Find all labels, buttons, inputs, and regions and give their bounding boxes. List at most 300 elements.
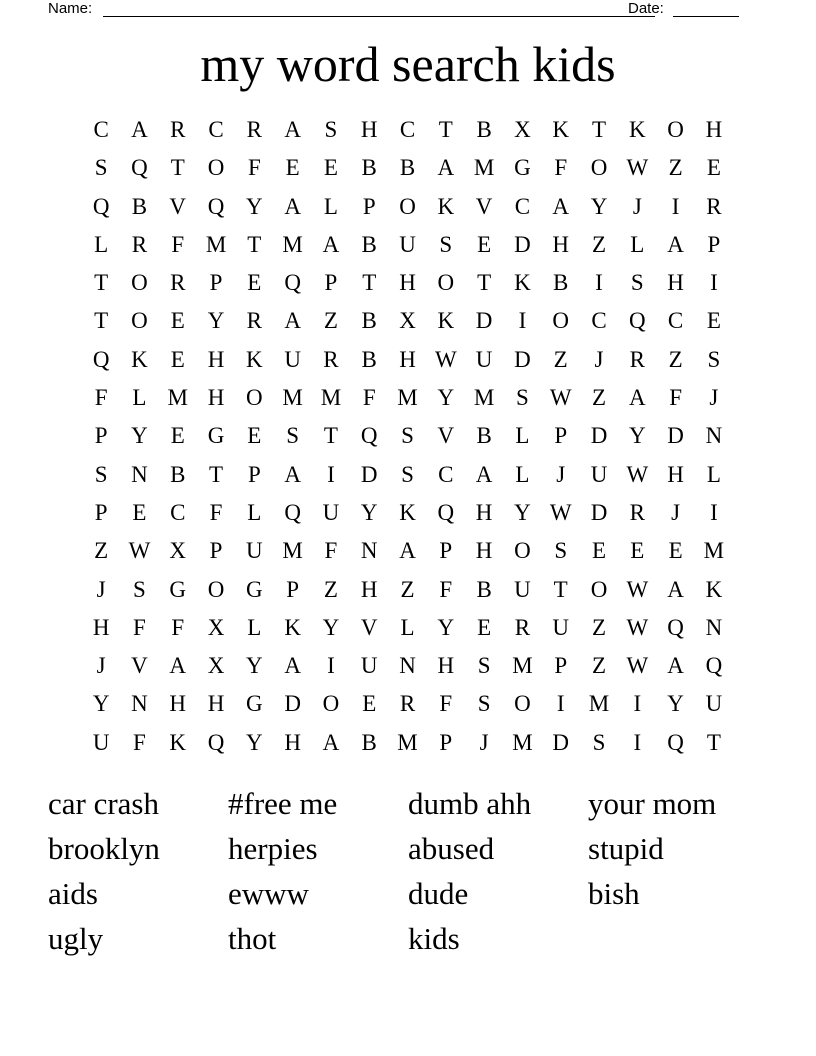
grid-letter[interactable]: P [209,270,223,296]
grid-letter[interactable]: Q [207,193,225,219]
grid-letter[interactable]: B [361,346,377,372]
grid-letter[interactable]: T [553,576,568,602]
grid-letter[interactable]: T [323,423,338,449]
grid-letter[interactable]: U [92,729,110,755]
grid-letter[interactable]: L [247,614,262,640]
grid-letter[interactable]: H [207,385,225,411]
grid-letter[interactable]: K [399,499,416,525]
grid-letter[interactable]: O [207,155,225,181]
grid-letter[interactable]: R [514,614,531,640]
grid-letter[interactable]: A [169,653,187,679]
grid-letter[interactable]: P [362,193,376,219]
grid-letter[interactable]: M [205,231,227,257]
grid-letter[interactable]: Y [92,691,110,717]
grid-letter[interactable]: U [360,653,378,679]
grid-letter[interactable]: D [284,691,301,717]
grid-letter[interactable]: C [591,308,607,334]
grid-letter[interactable]: O [514,691,531,717]
grid-letter[interactable]: S [401,423,414,449]
grid-letter[interactable]: C [667,308,684,334]
grid-letter[interactable]: H [475,499,493,525]
grid-letter[interactable]: V [169,193,187,219]
grid-letter[interactable]: Q [705,653,723,679]
grid-letter[interactable]: O [437,270,455,296]
grid-letter[interactable]: Z [591,231,607,257]
grid-letter[interactable]: J [671,499,681,525]
grid-letter[interactable]: B [170,461,186,487]
grid-letter[interactable]: O [207,576,225,602]
grid-letter[interactable]: R [629,346,645,372]
grid-letter[interactable]: R [323,346,339,372]
grid-letter[interactable]: Y [628,423,646,449]
grid-letter[interactable]: P [439,729,453,755]
name-blank-line[interactable] [103,16,655,17]
grid-letter[interactable]: S [286,423,300,449]
grid-letter[interactable]: E [247,270,262,296]
grid-letter[interactable]: B [476,117,492,142]
grid-letter[interactable]: Y [514,499,531,525]
grid-letter[interactable]: O [590,576,608,602]
grid-letter[interactable]: R [131,231,148,257]
grid-letter[interactable]: L [132,385,147,411]
grid-letter[interactable]: V [475,193,493,219]
grid-letter[interactable]: G [514,155,531,181]
grid-letter[interactable]: W [549,385,572,411]
grid-letter[interactable]: F [362,385,376,411]
grid-letter[interactable]: E [706,155,721,181]
grid-letter[interactable]: S [630,270,644,296]
grid-letter[interactable]: C [399,117,416,142]
grid-letter[interactable]: E [170,308,185,334]
grid-letter[interactable]: A [667,231,684,257]
grid-letter[interactable]: O [131,308,148,334]
grid-letter[interactable]: T [477,270,492,296]
grid-letter[interactable]: M [320,385,342,411]
grid-letter[interactable]: J [479,729,489,755]
grid-letter[interactable]: Z [668,155,683,181]
grid-letter[interactable]: E [362,691,377,717]
grid-letter[interactable]: E [477,231,492,257]
grid-letter[interactable]: A [284,308,301,334]
grid-letter[interactable]: T [94,270,109,296]
grid-letter[interactable]: A [284,193,301,219]
grid-letter[interactable]: M [282,231,303,257]
grid-letter[interactable]: Z [94,538,109,564]
grid-letter[interactable]: U [514,576,531,602]
grid-letter[interactable]: W [626,614,649,640]
grid-letter[interactable]: K [246,346,263,372]
grid-letter[interactable]: G [169,576,187,602]
grid-letter[interactable]: K [628,117,646,142]
word-list-item: thot [228,921,277,956]
grid-letter[interactable]: T [94,308,109,334]
grid-letter[interactable]: F [94,385,108,411]
grid-letter[interactable]: Z [591,385,607,411]
grid-letter[interactable]: Z [553,346,568,372]
grid-letter[interactable]: U [705,691,723,717]
grid-letter[interactable]: R [706,193,722,219]
grid-letter[interactable]: M [473,385,495,411]
grid-letter[interactable]: D [590,423,608,449]
grid-letter[interactable]: F [669,385,682,411]
grid-letter[interactable]: I [556,691,565,717]
grid-letter[interactable]: N [360,538,378,564]
grid-letter[interactable]: P [286,576,300,602]
grid-letter[interactable]: L [706,461,721,487]
word-list-item: kids [408,921,460,956]
grid-letter[interactable]: Y [246,193,263,219]
grid-letter[interactable]: G [246,691,263,717]
grid-letter[interactable]: C [438,461,454,487]
grid-letter[interactable]: A [322,231,340,257]
grid-letter[interactable]: R [399,691,416,717]
grid-letter[interactable]: F [209,499,223,525]
grid-letter[interactable]: H [284,729,301,755]
grid-letter[interactable]: Q [360,423,378,449]
grid-letter[interactable]: Z [323,308,338,334]
grid-letter[interactable]: B [361,729,377,755]
grid-letter[interactable]: W [549,499,572,525]
grid-letter[interactable]: M [397,385,418,411]
grid-letter[interactable]: S [401,461,414,487]
grid-letter[interactable]: H [667,270,684,296]
grid-letter[interactable]: S [516,385,529,411]
grid-letter[interactable]: Y [207,308,225,334]
grid-letter[interactable]: F [171,614,185,640]
grid-letter[interactable]: O [399,193,416,219]
grid-letter[interactable]: H [437,653,455,679]
grid-letter[interactable]: A [552,193,570,219]
grid-letter[interactable]: A [399,538,416,564]
grid-letter[interactable]: U [590,461,608,487]
grid-letter[interactable]: Y [590,193,608,219]
grid-letter[interactable]: F [439,691,453,717]
grid-letter[interactable]: D [514,231,531,257]
grid-letter[interactable]: E [247,423,262,449]
grid-letter[interactable]: D [475,308,493,334]
grid-letter[interactable]: Q [207,729,225,755]
grid-letter[interactable]: K [437,308,455,334]
grid-letter[interactable]: J [96,653,106,679]
grid-letter[interactable]: D [514,346,531,372]
grid-letter[interactable]: G [207,423,225,449]
grid-letter[interactable]: F [133,614,146,640]
grid-letter[interactable]: S [324,117,338,142]
grid-letter[interactable]: O [322,691,340,717]
grid-letter[interactable]: F [247,155,261,181]
grid-letter[interactable]: S [439,231,453,257]
grid-letter[interactable]: N [705,423,723,449]
grid-letter[interactable]: K [284,614,301,640]
grid-letter[interactable]: B [131,193,148,219]
grid-letter[interactable]: L [515,461,530,487]
grid-letter[interactable]: C [514,193,531,219]
grid-letter[interactable]: Z [591,653,607,679]
grid-letter[interactable]: N [131,691,148,717]
grid-letter[interactable]: M [397,729,418,755]
grid-letter[interactable]: E [591,538,607,564]
grid-letter[interactable]: L [323,193,338,219]
grid-row [82,264,733,302]
grid-letter[interactable]: I [710,270,718,296]
word-list-item: ewww [228,876,309,911]
grid-letter[interactable]: Z [400,576,415,602]
grid-letter[interactable]: W [128,538,151,564]
grid-letter[interactable]: N [131,461,148,487]
date-label: Date: [628,0,664,17]
grid-letter[interactable]: F [133,729,146,755]
grid-letter[interactable]: X [514,117,531,142]
grid-letter[interactable]: R [246,117,262,142]
grid-letter[interactable]: H [667,461,684,487]
grid-letter[interactable]: V [131,653,148,679]
grid-letter[interactable]: Y [437,614,455,640]
grid-letter[interactable]: S [554,538,568,564]
grid-letter[interactable]: T [438,117,453,142]
grid-letter[interactable]: I [633,691,642,717]
grid-letter[interactable]: H [399,346,416,372]
grid-letter[interactable]: R [246,308,262,334]
grid-letter[interactable]: A [284,117,301,142]
grid-letter[interactable]: S [477,691,491,717]
date-blank-line[interactable] [673,16,739,17]
grid-letter[interactable]: Q [92,346,110,372]
grid-letter[interactable]: T [170,155,185,181]
grid-letter[interactable]: S [94,155,108,181]
grid-letter[interactable]: P [439,538,453,564]
grid-letter[interactable]: X [399,308,416,334]
grid-letter[interactable]: V [437,423,455,449]
grid-letter[interactable]: H [92,614,110,640]
grid-letter[interactable]: O [590,155,608,181]
grid-letter[interactable]: S [477,653,491,679]
grid-letter[interactable]: Q [284,499,301,525]
grid-letter[interactable]: H [475,538,493,564]
grid-letter[interactable]: J [709,385,719,411]
grid-letter[interactable]: S [707,346,721,372]
grid-letter[interactable]: M [703,538,725,564]
grid-letter[interactable]: O [246,385,263,411]
grid-letter[interactable]: E [132,499,147,525]
grid-letter[interactable]: Y [360,499,378,525]
grid-letter[interactable]: F [324,538,338,564]
grid-letter[interactable]: Q [628,308,646,334]
grid-letter[interactable]: O [131,270,148,296]
grid-letter[interactable]: P [209,538,223,564]
grid-letter[interactable]: P [94,423,108,449]
grid-letter[interactable]: B [399,155,416,181]
grid-letter[interactable]: Q [667,614,684,640]
grid-letter[interactable]: Y [246,653,263,679]
grid-letter[interactable]: B [361,155,377,181]
grid-letter[interactable]: A [475,461,493,487]
grid-letter[interactable]: H [705,117,723,142]
grid-letter[interactable]: A [131,117,148,142]
grid-letter[interactable]: L [515,423,530,449]
grid-letter[interactable]: Z [591,614,607,640]
grid-letter[interactable]: I [327,461,335,487]
grid-letter[interactable]: I [710,499,718,525]
grid-letter[interactable]: W [626,653,649,679]
grid-letter[interactable]: E [668,538,683,564]
grid-letter[interactable]: H [360,576,378,602]
grid-letter[interactable]: E [170,346,185,372]
grid-letter[interactable]: Q [667,729,684,755]
grid-letter[interactable]: W [626,576,649,602]
grid-letter[interactable]: E [285,155,300,181]
grid-letter[interactable]: A [628,385,646,411]
grid-letter[interactable]: T [706,729,721,755]
grid-letter[interactable]: J [632,193,642,219]
grid-letter[interactable]: K [437,193,455,219]
grid-letter[interactable]: F [439,576,453,602]
grid-letter[interactable]: Y [131,423,148,449]
grid-letter[interactable]: D [552,729,570,755]
grid-letter[interactable]: L [400,614,415,640]
grid-letter[interactable]: E [477,614,492,640]
grid-letter[interactable]: U [284,346,301,372]
grid-letter[interactable]: I [327,653,335,679]
grid-letter[interactable]: H [169,691,187,717]
grid-letter[interactable]: Q [284,270,301,296]
grid-letter[interactable]: H [552,231,570,257]
grid-letter[interactable]: A [437,155,455,181]
grid-letter[interactable]: M [282,385,303,411]
grid-letter[interactable]: B [476,576,492,602]
grid-letter[interactable]: A [284,653,301,679]
word-list-item: aids [48,876,98,911]
grid-letter[interactable]: C [93,117,109,142]
grid-letter[interactable]: K [514,270,531,296]
grid-letter[interactable]: O [514,538,531,564]
grid-letter[interactable]: J [594,346,604,372]
grid-letter[interactable]: U [399,231,416,257]
grid-letter[interactable]: I [671,193,680,219]
grid-letter[interactable]: Q [92,193,110,219]
grid-letter[interactable]: B [361,231,377,257]
grid-letter[interactable]: T [247,231,262,257]
grid-letter[interactable]: T [209,461,224,487]
grid-letter[interactable]: Y [322,614,340,640]
grid-letter[interactable]: B [361,308,377,334]
grid-letter[interactable]: H [399,270,416,296]
grid-letter[interactable]: I [595,270,603,296]
grid-letter[interactable]: R [170,270,186,296]
grid-letter[interactable]: Z [668,346,683,372]
grid-letter[interactable]: J [556,461,566,487]
grid-letter[interactable]: U [475,346,493,372]
grid-letter[interactable]: R [629,499,645,525]
grid-letter[interactable]: W [626,461,649,487]
grid-letter[interactable]: E [170,423,185,449]
grid-letter[interactable]: H [207,346,225,372]
grid-letter[interactable]: E [630,538,645,564]
grid-letter[interactable]: O [667,117,684,142]
grid-letter[interactable]: P [324,270,338,296]
grid-letter[interactable]: C [208,117,224,142]
grid-letter[interactable]: Q [437,499,455,525]
grid-letter[interactable]: B [476,423,492,449]
grid-letter[interactable]: K [169,729,187,755]
grid-letter[interactable]: B [553,270,569,296]
grid-letter[interactable]: P [94,499,108,525]
word-list-item: car crash [48,786,159,821]
grid-letter[interactable]: Q [131,155,148,181]
grid-letter[interactable]: P [247,461,261,487]
grid-letter[interactable]: T [591,117,607,142]
grid-letter[interactable]: M [512,729,533,755]
grid-letter[interactable]: S [94,461,108,487]
grid-letter[interactable]: U [552,614,570,640]
grid-letter[interactable]: K [705,576,723,602]
grid-letter[interactable]: M [282,538,303,564]
grid-letter[interactable]: H [360,117,378,142]
grid-letter[interactable]: M [473,155,495,181]
grid-row [82,188,733,226]
grid-letter[interactable]: L [630,231,645,257]
grid-letter[interactable]: X [207,614,225,640]
grid-letter[interactable]: F [171,231,185,257]
grid-letter[interactable]: N [705,614,723,640]
grid-letter[interactable]: U [246,538,263,564]
grid-letter[interactable]: D [590,499,608,525]
grid-letter[interactable]: W [626,155,649,181]
grid-letter[interactable]: M [588,691,610,717]
grid-letter[interactable]: A [667,576,684,602]
grid-letter[interactable]: I [518,308,527,334]
grid-letter[interactable]: A [322,729,340,755]
grid-letter[interactable]: X [207,653,225,679]
grid-letter[interactable]: F [554,155,568,181]
grid-letter[interactable]: D [360,461,378,487]
grid-letter[interactable]: Z [323,576,338,602]
grid-letter[interactable]: Y [667,691,684,717]
grid-letter[interactable]: L [247,499,262,525]
grid-letter[interactable]: V [360,614,378,640]
grid-letter[interactable]: M [512,653,533,679]
grid-letter[interactable]: G [246,576,263,602]
grid-letter[interactable]: S [592,729,606,755]
grid-letter[interactable]: J [96,576,106,602]
grid-letter[interactable]: P [707,231,721,257]
grid-letter[interactable]: Y [437,385,455,411]
grid-letter[interactable]: C [170,499,186,525]
grid-letter[interactable]: Y [246,729,263,755]
grid-row [82,149,733,187]
grid-letter[interactable]: K [552,117,570,142]
grid-letter[interactable]: O [552,308,570,334]
grid-letter[interactable]: U [322,499,340,525]
grid-letter[interactable]: H [207,691,225,717]
grid-letter[interactable]: R [170,117,186,142]
grid-letter[interactable]: P [554,423,568,449]
grid-letter[interactable]: M [167,385,188,411]
grid-letter[interactable]: E [323,155,338,181]
grid-letter[interactable]: A [284,461,301,487]
grid-letter[interactable]: A [667,653,684,679]
grid-letter[interactable]: T [362,270,377,296]
grid-letter[interactable]: N [399,653,416,679]
grid-letter[interactable]: D [667,423,684,449]
grid-letter[interactable]: P [554,653,568,679]
grid-letter[interactable]: I [633,729,642,755]
grid-letter[interactable]: E [706,308,721,334]
grid-letter[interactable]: X [169,538,187,564]
grid-letter[interactable]: L [94,231,109,257]
grid-letter[interactable]: K [131,346,148,372]
grid-letter[interactable]: W [434,346,457,372]
grid-letter[interactable]: S [133,576,146,602]
